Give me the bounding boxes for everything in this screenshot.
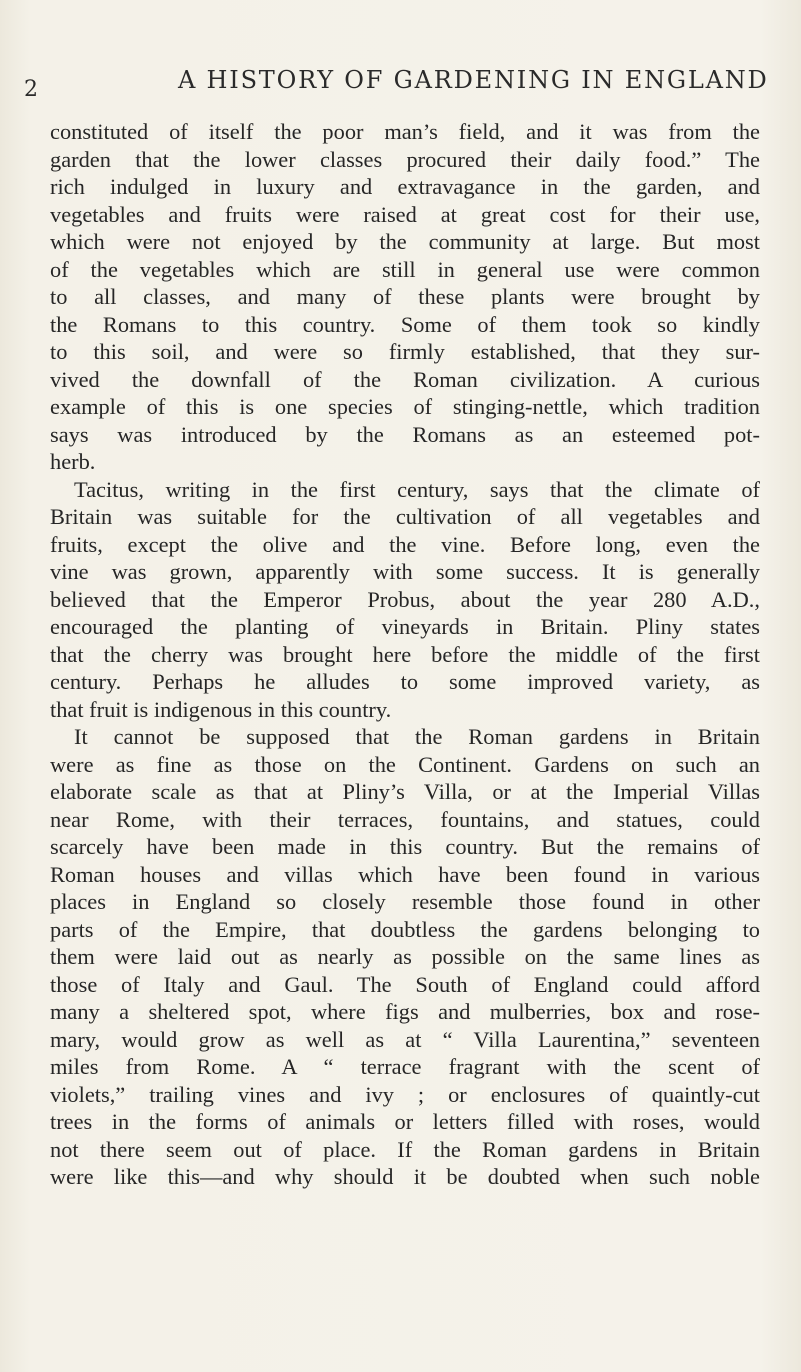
text-line: vegetables and fruits were raised at great cost for their use, — [50, 201, 760, 227]
text-line: were like this—and why should it be doubted when such noble — [50, 1164, 760, 1189]
text-line: those of Italy and Gaul. The South of England could afford — [50, 971, 760, 997]
text-line: fruits, except the olive and the vine. Before long, even the — [50, 531, 760, 557]
text-line: to all classes, and many of these plants were brought by — [50, 284, 760, 309]
text-line: constituted of itself the poor man’s field, and it was from the — [50, 119, 760, 144]
paragraph-2 — [50, 476, 760, 724]
text-line: vived the downfall of the Roman civilization. A curious — [50, 366, 760, 392]
text-line: scarcely have been made in this country. But the remains of — [50, 834, 760, 859]
text-line: violets,” trailing vines and ivy ; or enclosures of quaintly-cut — [50, 1081, 760, 1107]
text-line: says was introduced by the Romans as an esteemed pot- — [50, 421, 760, 447]
text-line: the Romans to this country. Some of them took so kindly — [50, 311, 760, 337]
body-text — [50, 118, 760, 1191]
text-line: believed that the Emperor Probus, about the year 280 A.D., — [50, 586, 760, 612]
running-head: A HISTORY OF GARDENING IN ENGLAND — [178, 66, 769, 94]
text-line: to this soil, and were so firmly established, that they sur- — [50, 339, 760, 364]
text-line: miles from Rome. A “ terrace fragrant with the scent of — [50, 1054, 760, 1079]
text-line: trees in the forms of animals or letters filled with roses, would — [50, 1109, 760, 1134]
text-line: mary, would grow as well as at “ Villa Laurentina,” seventeen — [50, 1026, 760, 1052]
text-line: Britain was suitable for the cultivation of all vegetables and — [50, 504, 760, 529]
text-line: of the vegetables which are still in general use were common — [50, 256, 760, 282]
text-line: that the cherry was brought here before the middle of the first — [50, 641, 760, 667]
text-line: encouraged the planting of vineyards in Britain. Pliny states — [50, 614, 760, 639]
paragraph-3 — [50, 723, 760, 1191]
text-line: parts of the Empire, that doubtless the gardens belonging to — [50, 916, 760, 942]
text-line: It cannot be supposed that the Roman gardens in Britain — [74, 724, 760, 749]
text-line: that fruit is indigenous in this country. — [50, 696, 392, 722]
text-line: Tacitus, writing in the first century, says that the climate of — [74, 476, 760, 502]
text-line: places in England so closely resemble those found in other — [50, 889, 760, 914]
text-line: herb. — [50, 449, 96, 474]
text-line: near Rome, with their terraces, fountains, and statues, could — [50, 806, 760, 832]
text-line: example of this is one species of stinging-nettle, which tradition — [50, 394, 760, 419]
text-line: them were laid out as nearly as possible on the same lines as — [50, 944, 760, 969]
text-line: garden that the lower classes procured their daily food.” The — [50, 146, 760, 172]
text-line: which were not enjoyed by the community at large. But most — [50, 229, 760, 254]
text-line: elaborate scale as that at Pliny’s Villa, or at the Imperial Villas — [50, 779, 760, 804]
text-line: were as fine as those on the Continent. Gardens on such an — [50, 751, 760, 777]
text-line: not there seem out of place. If the Roman gardens in Britain — [50, 1136, 760, 1162]
text-line: vine was grown, apparently with some success. It is generally — [50, 559, 760, 584]
text-line: century. Perhaps he alludes to some improved variety, as — [50, 669, 760, 694]
text-line: many a sheltered spot, where figs and mulberries, box and rose- — [50, 999, 760, 1024]
text-line: Roman houses and villas which have been found in various — [50, 861, 760, 887]
page-number: 2 — [24, 77, 38, 102]
paragraph-1 — [50, 118, 760, 476]
text-line: rich indulged in luxury and extravagance in the garden, and — [50, 174, 760, 199]
